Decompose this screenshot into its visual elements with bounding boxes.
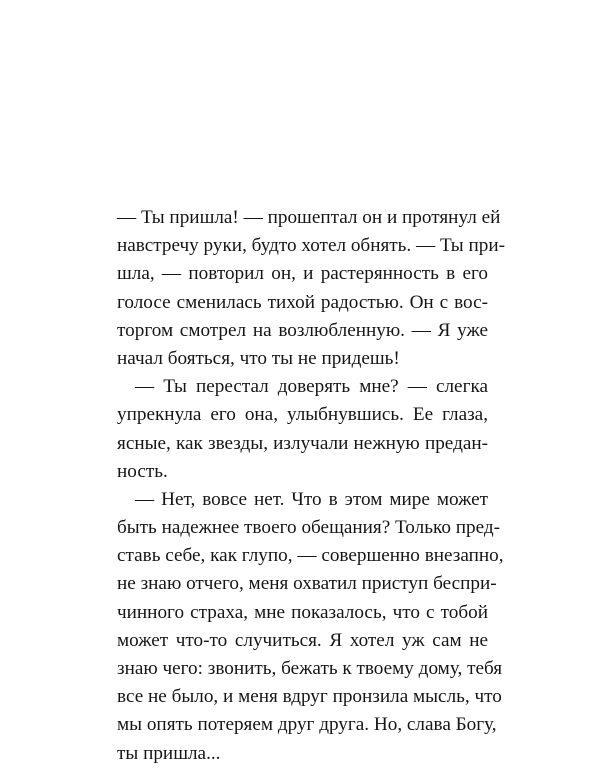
text-line: чинного страха, мне показалось, что с тобой bbox=[117, 601, 488, 623]
text-line: шла, — повторил он, и растерянность в его bbox=[117, 263, 488, 285]
body-text bbox=[117, 204, 505, 768]
text-line: может что-то случиться. Я хотел уж сам не bbox=[117, 629, 488, 651]
text-line: торгом смотрел на возлюбленную. — Я уже bbox=[117, 319, 488, 341]
text-line: — Ты перестал доверять мне? — слегка bbox=[135, 376, 488, 398]
text-line: мы опять потеряем друг друга. Но, слава Богу, bbox=[117, 714, 497, 736]
text-line: начал бояться, что ты не придешь! bbox=[117, 347, 400, 369]
text-line: не знаю отчего, меня охватил приступ беспри- bbox=[117, 573, 497, 595]
text-line: — Нет, вовсе нет. Что в этом мире может bbox=[135, 488, 488, 510]
text-line: ясные, как звезды, излучали нежную предан- bbox=[117, 432, 488, 454]
text-line: — Ты пришла! — прошептал он и протянул ей bbox=[117, 207, 501, 228]
text-line: упрекнула его она, улыбнувшись. Ее глаза, bbox=[117, 404, 488, 426]
text-line: голосе сменилась тихой радостью. Он с вос- bbox=[117, 291, 488, 313]
text-line: все не было, и меня вдруг пронзила мысль, что bbox=[117, 686, 502, 708]
text-line: навстречу руки, будто хотел обнять. — Ты при- bbox=[117, 235, 505, 257]
text-line: ность. bbox=[117, 460, 168, 482]
text-line: знаю чего: звонить, бежать к твоему дому, тебя bbox=[117, 658, 503, 679]
text-line: ты пришла... bbox=[117, 742, 221, 764]
text-line: ставь себе, как глупо, — совершенно внезапно, bbox=[117, 545, 504, 567]
text-line: быть надежнее твоего обещания? Только пред- bbox=[117, 517, 500, 539]
